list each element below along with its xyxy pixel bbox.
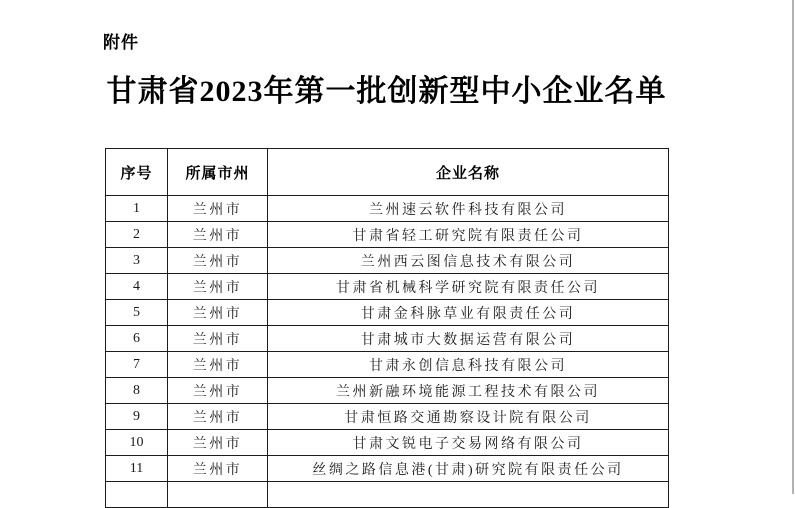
city-cell: 兰州市	[168, 378, 268, 404]
city-cell: 兰州市	[168, 352, 268, 378]
serial-number-cell: 6	[106, 326, 168, 352]
table-row	[106, 404, 669, 430]
table-header-row	[106, 149, 669, 196]
serial-number-cell: 11	[106, 456, 168, 482]
header-city: 所属市州	[168, 149, 268, 196]
serial-number-cell: 10	[106, 430, 168, 456]
city-cell: 兰州市	[168, 274, 268, 300]
table-row	[106, 430, 669, 456]
table-row	[106, 456, 669, 482]
city-cell: 兰州市	[168, 456, 268, 482]
company-name-cell: 丝绸之路信息港(甘肃)研究院有限责任公司	[268, 456, 669, 482]
table-row	[106, 326, 669, 352]
header-serial-number: 序号	[106, 149, 168, 196]
table-row-partial	[106, 482, 669, 508]
company-name-cell: 兰州新融环境能源工程技术有限公司	[268, 378, 669, 404]
serial-number-cell: 9	[106, 404, 168, 430]
table-row	[106, 196, 669, 222]
city-cell: 兰州市	[168, 300, 268, 326]
table-row	[106, 378, 669, 404]
table-row	[106, 352, 669, 378]
company-name-cell: 甘肃金科脉草业有限责任公司	[268, 300, 669, 326]
header-company-name: 企业名称	[268, 149, 669, 196]
serial-number-cell: 3	[106, 248, 168, 274]
page-edge-divider	[792, 0, 794, 494]
company-name-cell: 甘肃永创信息科技有限公司	[268, 352, 669, 378]
serial-number-cell: 1	[106, 196, 168, 222]
city-cell	[168, 482, 268, 508]
city-cell: 兰州市	[168, 326, 268, 352]
company-name-cell: 甘肃文锐电子交易网络有限公司	[268, 430, 669, 456]
table-row	[106, 222, 669, 248]
serial-number-cell: 7	[106, 352, 168, 378]
company-name-cell: 甘肃省轻工研究院有限责任公司	[268, 222, 669, 248]
serial-number-cell: 5	[106, 300, 168, 326]
city-cell: 兰州市	[168, 404, 268, 430]
table-row	[106, 248, 669, 274]
table-row	[106, 300, 669, 326]
serial-number-cell: 8	[106, 378, 168, 404]
page-title: 甘肃省2023年第一批创新型中小企业名单	[106, 75, 667, 108]
city-cell: 兰州市	[168, 248, 268, 274]
city-cell: 兰州市	[168, 196, 268, 222]
attachment-label: 附件	[103, 33, 139, 52]
serial-number-cell: 2	[106, 222, 168, 248]
company-name-cell: 甘肃省机械科学研究院有限责任公司	[268, 274, 669, 300]
city-cell: 兰州市	[168, 222, 268, 248]
company-name-cell	[268, 482, 669, 508]
company-name-cell: 兰州速云软件科技有限公司	[268, 196, 669, 222]
company-name-cell: 甘肃城市大数据运营有限公司	[268, 326, 669, 352]
serial-number-cell: 4	[106, 274, 168, 300]
company-name-cell: 甘肃恒路交通勘察设计院有限公司	[268, 404, 669, 430]
serial-number-cell	[106, 482, 168, 508]
city-cell: 兰州市	[168, 430, 268, 456]
company-name-cell: 兰州西云图信息技术有限公司	[268, 248, 669, 274]
company-list-table	[105, 148, 669, 508]
table-row	[106, 274, 669, 300]
